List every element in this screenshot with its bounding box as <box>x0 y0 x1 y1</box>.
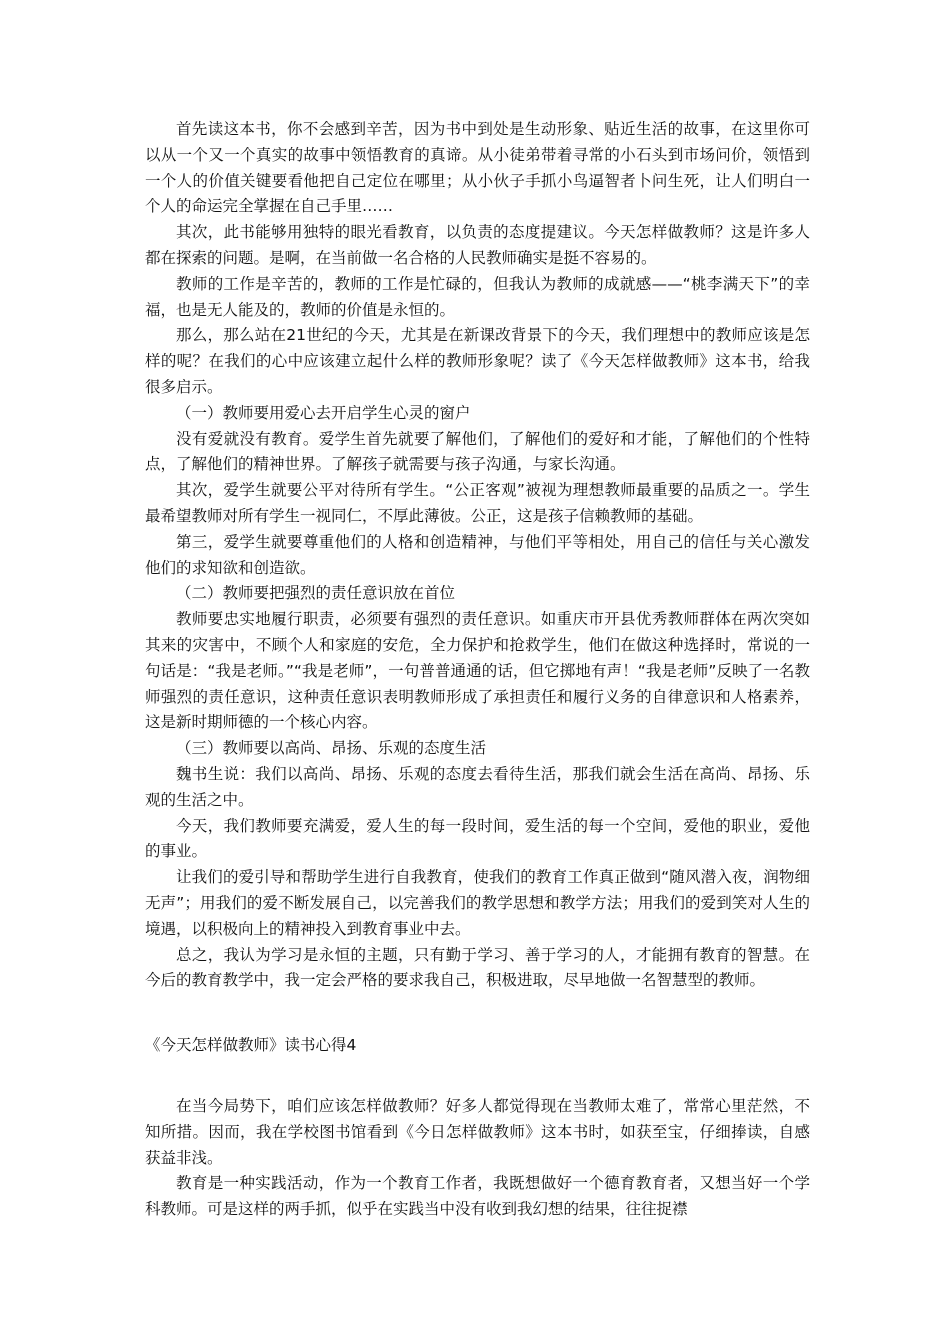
paragraph: 教育是一种实践活动，作为一个教育工作者，我既想做好一个德育教育者，又想当好一个学科教师。可是这样的两手抓，似乎在实践当中没有收到我幻想的结果，往往捉襟 <box>145 1174 810 1219</box>
subheading-responsibility: （二）教师要把强烈的责任意识放在首位 <box>176 584 456 603</box>
paragraph: 其次，此书能够用独特的眼光看教育，以负责的态度提建议。今天怎样做教师？这是许多人都在探索的问题。是啊，在当前做一名合格的人民教师确实是挺不容易的。 <box>145 223 810 267</box>
subheading-attitude: （三）教师要以高尚、昂扬、乐观的态度生活 <box>176 739 487 758</box>
paragraph: 教师要忠实地履行职责，必须要有强烈的责任意识。如重庆市开县优秀教师群体在两次突如其来的灾害中，不顾个人和家庭的安危，全力保护和抢救学生，他们在做这种选择时，常说的一句话是：“我是老师。”“我是老师”，一句普普通通的话，但它掷地有声！“我是老师”反映了一名教师强烈的责任意识，这种责任意识表明教师形成了承担责任和履行义务的自律意识和人格素养，这是新时期师德的一个核心内容。 <box>145 610 810 732</box>
essay-body-2 <box>145 1094 810 1223</box>
paragraph: 那么，那么站在21世纪的今天，尤其是在新课改背景下的今天，我们理想中的教师应该是怎样的呢？在我们的心中应该建立起什么样的教师形象呢？读了《今天怎样做教师》这本书，给我很多启示。 <box>145 326 810 396</box>
paragraph: 魏书生说：我们以高尚、昂扬、乐观的态度去看待生活，那我们就会生活在高尚、昂扬、乐观的生活之中。 <box>145 764 810 809</box>
paragraph: 让我们的爱引导和帮助学生进行自我教育，使我们的教育工作真正做到“随风潜入夜，润物细无声”；用我们的爱不断发展自己，以完善我们的教学思想和教学方法；用我们的爱到笑对人生的境遇，以积极向上的精神投入到教育事业中去。 <box>145 868 810 938</box>
paragraph: 首先读这本书，你不会感到辛苦，因为书中到处是生动形象、贴近生活的故事，在这里你可以从一个又一个真实的故事中领悟教育的真谛。从小徒弟带着寻常的小石头到市场问价，领悟到一个人的价值关键要看他把自己定位在哪里；从小伙子手抓小鸟逼智者卜问生死，让人们明白一个人的命运完全掌握在自己手里…… <box>145 120 810 216</box>
paragraph: 今天，我们教师要充满爱，爱人生的每一段时间，爱生活的每一个空间，爱他的职业，爱他的事业。 <box>145 816 810 861</box>
paragraph: 在当今局势下，咱们应该怎样做教师？好多人都觉得现在当教师太难了，常常心里茫然，不知所措。因而，我在学校图书馆看到《今日怎样做教师》这本书时，如获至宝，仔细捧读，自感获益非浅。 <box>145 1097 810 1167</box>
paragraph: 教师的工作是辛苦的，教师的工作是忙碌的，但我认为教师的成就感——“桃李满天下”的幸福，也是无人能及的，教师的价值是永恒的。 <box>145 274 810 319</box>
section-title: 《今天怎样做教师》读书心得4 <box>145 1036 357 1055</box>
essay-body <box>145 117 810 994</box>
paragraph: 第三，爱学生就要尊重他们的人格和创造精神，与他们平等相处，用自己的信任与关心激发他们的求知欲和创造欲。 <box>145 532 810 577</box>
paragraph: 没有爱就没有教育。爱学生首先就要了解他们，了解他们的爱好和才能，了解他们的个性特点，了解他们的精神世界。了解孩子就需要与孩子沟通，与家长沟通。 <box>145 429 810 474</box>
subheading-love: （一）教师要用爱心去开启学生心灵的窗户 <box>176 403 471 422</box>
paragraph: 总之，我认为学习是永恒的主题，只有勤于学习、善于学习的人，才能拥有教育的智慧。在今后的教育教学中，我一定会严格的要求我自己，积极进取，尽早地做一名智慧型的教师。 <box>145 945 810 990</box>
paragraph: 其次，爱学生就要公平对待所有学生。“公正客观”被视为理想教师最重要的品质之一。学生最希望教师对所有学生一视同仁，不厚此薄彼。公正，这是孩子信赖教师的基础。 <box>145 481 810 525</box>
